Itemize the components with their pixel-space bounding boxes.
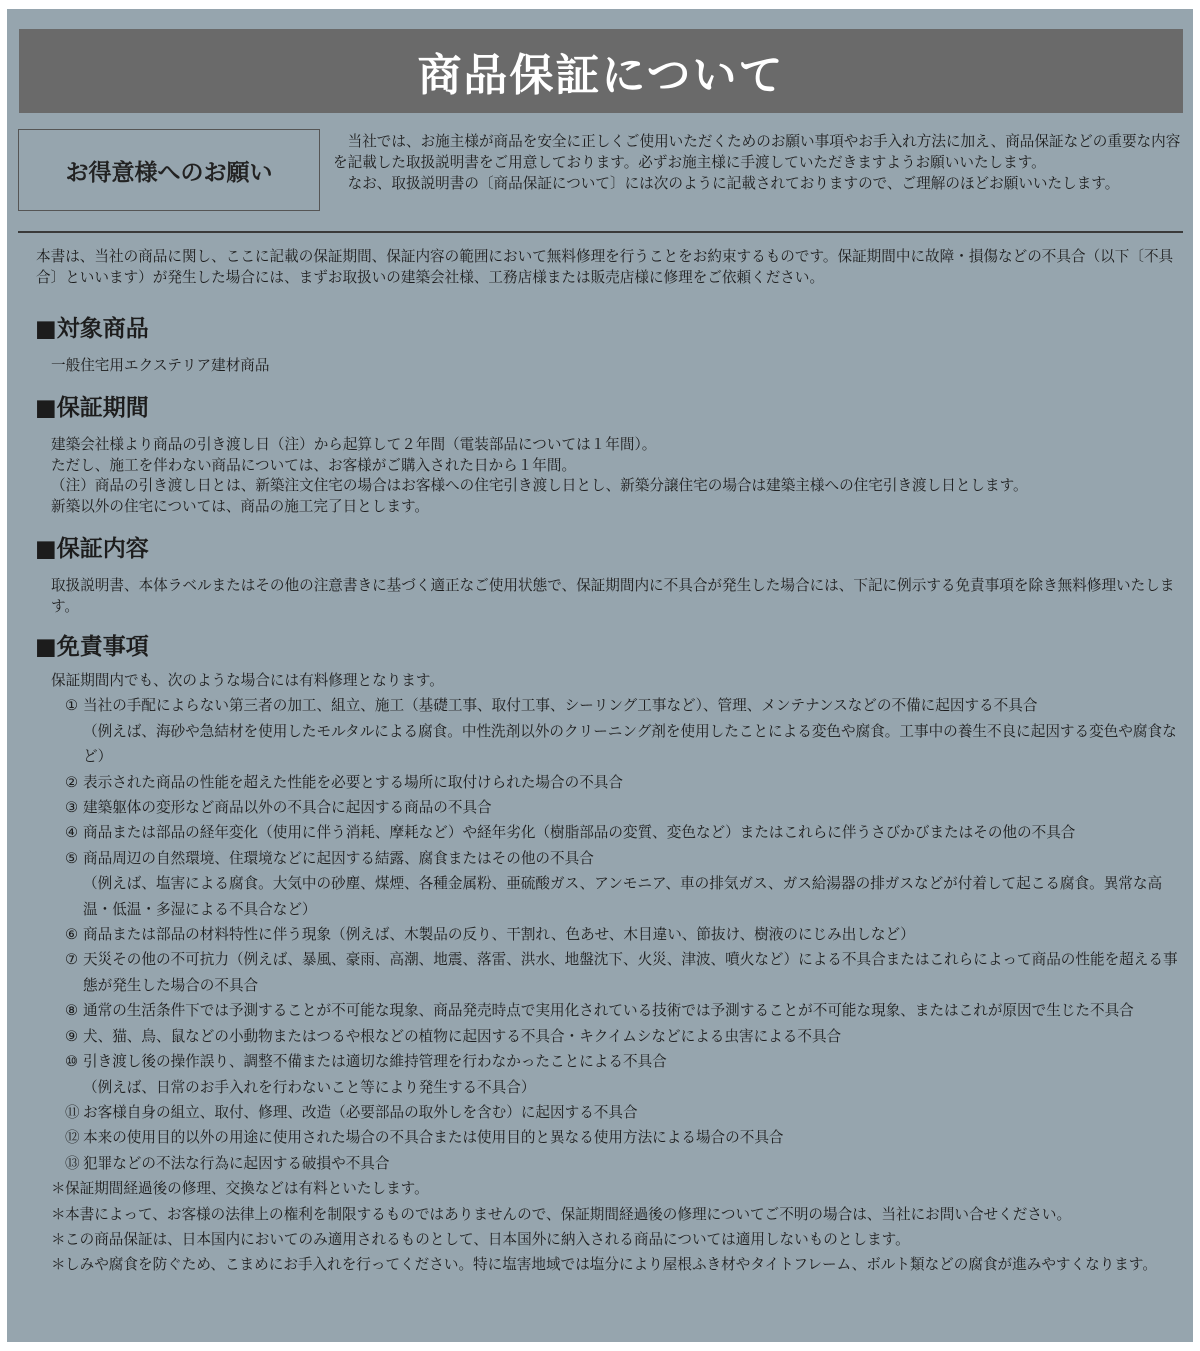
item-number: ⑬ — [65, 1154, 80, 1172]
section-heading-content: ■保証内容 — [35, 536, 149, 562]
item-text: 表示された商品の性能を超えた性能を必要とする場所に取付けられた場合の不具合 — [83, 773, 623, 791]
section-heading-target: ■対象商品 — [35, 316, 149, 342]
item-sub-text: （例えば、塩害による腐食。大気中の砂塵、煤煙、各種金属粉、亜硫酸ガス、アンモニア、車の排気ガス、ガス給湯器の排ガスなどが付着して起こる腐食。異常な高温・低温・多湿による不具合など） — [83, 875, 1163, 918]
item-text: 引き渡し後の操作誤り、調整不備または適切な維持管理を行わなかったことによる不具合 — [83, 1053, 667, 1071]
item-number: ④ — [65, 824, 79, 842]
item-text: 天災その他の不可抗力（例えば、暴風、豪雨、高潮、地震、落雷、洪水、地盤沈下、火災、津波、噴火など）による不具合またはこれらによって商品の性能を超える事態が発生した場合の不具合 — [83, 951, 1178, 994]
section-body-period — [51, 435, 1181, 517]
section-heading-exemption: ■免責事項 — [35, 634, 149, 660]
content-text: 取扱説明書、本体ラベルまたはその他の注意書きに基づく適正なご使用状態で、保証期間内に不具合が発生した場合には、下記に例示する免責事項を除き無料修理いたします。 — [51, 577, 1175, 615]
item-number: ③ — [65, 799, 79, 817]
item-number: ⑤ — [65, 849, 79, 867]
title-bar — [19, 29, 1183, 113]
exemption-note — [51, 1252, 1186, 1277]
request-text — [333, 131, 1183, 194]
item-number: ⑨ — [65, 1027, 79, 1045]
exemption-item — [51, 1049, 1186, 1074]
exemption-note — [51, 1176, 1186, 1201]
warranty-page — [7, 9, 1193, 1342]
note-asterisk: ＊ — [51, 1256, 66, 1274]
intro-text: 本書は、当社の商品に関し、ここに記載の保証期間、保証内容の範囲において無料修理を行うことをお約束するものです。保証期間中に故障・損傷などの不具合（以下〔不具合〕といいます）が発生した場合には、まずお取扱いの建築会社様、工務店様または販売店様に修理をご依頼ください。 — [36, 248, 1174, 286]
item-number: ⑥ — [65, 926, 79, 944]
exemption-item-detail — [51, 1075, 1186, 1100]
target-text: 一般住宅用エクステリア建材商品 — [51, 357, 270, 374]
item-text: 通常の生活条件下では予測することが不可能な現象、商品発売時点で実用化されている技術では予測することが不可能な現象、またはこれが原因で生じた不具合 — [83, 1002, 1134, 1020]
period-line: 新築以外の住宅については、商品の施工完了日とします。 — [51, 497, 429, 515]
item-text: 建築躯体の変形など商品以外の不具合に起因する商品の不具合 — [83, 799, 492, 817]
note-asterisk: ＊ — [51, 1205, 66, 1223]
exemption-note — [51, 1202, 1186, 1227]
exemption-list — [51, 668, 1186, 1278]
item-text: お客様自身の組立、取付、修理、改造（必要部品の取外しを含む）に起因する不具合 — [83, 1103, 638, 1121]
item-number: ⑩ — [65, 1053, 79, 1071]
request-label-box — [18, 129, 320, 211]
section-body-content — [51, 576, 1181, 617]
note-text: この商品保証は、日本国内においてのみ適用されるものとして、日本国外に納入される商品については適用しないものとします。 — [65, 1230, 910, 1248]
exemption-item — [51, 922, 1186, 947]
request-paragraph-2: なお、取扱説明書の〔商品保証について〕には次のように記載されておりますので、ご理解のほどお願いいたします。 — [347, 175, 1120, 192]
exemption-item — [51, 998, 1186, 1023]
item-number: ② — [65, 773, 79, 791]
page-title: 商品保証について — [417, 50, 785, 101]
item-number: ⑫ — [65, 1129, 80, 1147]
section-heading-period: ■保証期間 — [35, 395, 149, 421]
exemption-item — [51, 846, 1186, 871]
exemption-item — [51, 1100, 1186, 1125]
exemption-item — [51, 770, 1186, 795]
exemption-item — [51, 693, 1186, 718]
exemption-item — [51, 1024, 1186, 1049]
item-number: ⑪ — [65, 1103, 80, 1121]
item-text: 商品または部品の材料特性に伴う現象（例えば、木製品の反り、干割れ、色あせ、木目違い、節抜け、樹液のにじみ出しなど） — [83, 926, 915, 944]
item-sub-text: （例えば、日常のお手入れを行わないこと等により発生する不具合） — [83, 1078, 536, 1096]
note-asterisk: ＊ — [51, 1230, 66, 1248]
note-text: 保証期間経過後の修理、交換などは有料といたします。 — [65, 1180, 429, 1198]
request-label: お得意様へのお願い — [65, 159, 273, 186]
item-number: ⑧ — [65, 1002, 79, 1020]
exemption-item-detail — [51, 871, 1186, 922]
note-asterisk: ＊ — [51, 1180, 66, 1198]
item-number: ⑦ — [65, 951, 79, 969]
note-text: しみや腐食を防ぐため、こまめにお手入れを行ってください。特に塩害地域では塩分により屋根ふき材やタイトフレーム、ボルト類などの腐食が進みやすくなります。 — [65, 1256, 1157, 1274]
note-text: 本書によって、お客様の法律上の権利を制限するものではありませんので、保証期間経過後の修理についてご不明の場合は、当社にお問い合せください。 — [65, 1205, 1072, 1223]
item-number: ① — [65, 697, 79, 715]
exemption-lead: 保証期間内でも、次のような場合には有料修理となります。 — [51, 672, 444, 689]
item-text: 商品または部品の経年変化（使用に伴う消耗、摩耗など）や経年劣化（樹脂部品の変質、変色など）またはこれらに伴うさびかびまたはその他の不具合 — [83, 824, 1076, 842]
exemption-item — [51, 947, 1186, 998]
section-body-target — [51, 356, 1181, 377]
item-text: 犬、猫、鳥、鼠などの小動物またはつるや根などの植物に起因する不具合・キクイムシなどによる虫害による不具合 — [83, 1027, 842, 1045]
exemption-item — [51, 1151, 1186, 1176]
exemption-item — [51, 1125, 1186, 1150]
exemption-note — [51, 1227, 1186, 1252]
item-text: 犯罪などの不法な行為に起因する破損や不具合 — [83, 1154, 390, 1172]
item-text: 本来の使用目的以外の用途に使用された場合の不具合または使用目的と異なる使用方法による場合の不具合 — [83, 1129, 784, 1147]
period-line: （注）商品の引き渡し日とは、新築注文住宅の場合はお客様への住宅引き渡し日とし、新築分譲住宅の場合は建築主様への住宅引き渡し日とします。 — [51, 477, 1028, 494]
divider — [18, 231, 1183, 233]
item-sub-text: （例えば、海砂や急結材を使用したモルタルによる腐食。中性洗剤以外のクリーニング剤を使用したことによる変色や腐食。工事中の養生不良に起因する変色や腐食など） — [83, 722, 1177, 766]
exemption-item — [51, 795, 1186, 820]
exemption-item — [51, 820, 1186, 845]
item-text: 商品周辺の自然環境、住環境などに起因する結露、腐食またはその他の不具合 — [83, 849, 594, 867]
exemption-item-detail — [51, 719, 1186, 770]
item-text: 当社の手配によらない第三者の加工、組立、施工（基礎工事、取付工事、シーリング工事など）、管理、メンテナンスなどの不備に起因する不具合 — [83, 697, 1038, 715]
period-line: 建築会社様より商品の引き渡し日（注）から起算して２年間（電装部品については１年間）。 — [51, 436, 657, 453]
period-line: ただし、施工を伴わない商品については、お客様がご購入された日から１年間。 — [51, 456, 577, 474]
request-paragraph-1: 当社では、お施主様が商品を安全に正しくご使用いただくためのお願い事項やお手入れ方法に加え、商品保証などの重要な内容を記載した取扱説明書をご用意しております。必ずお施主様に手渡していただきますようお願いいたします。 — [333, 133, 1181, 171]
